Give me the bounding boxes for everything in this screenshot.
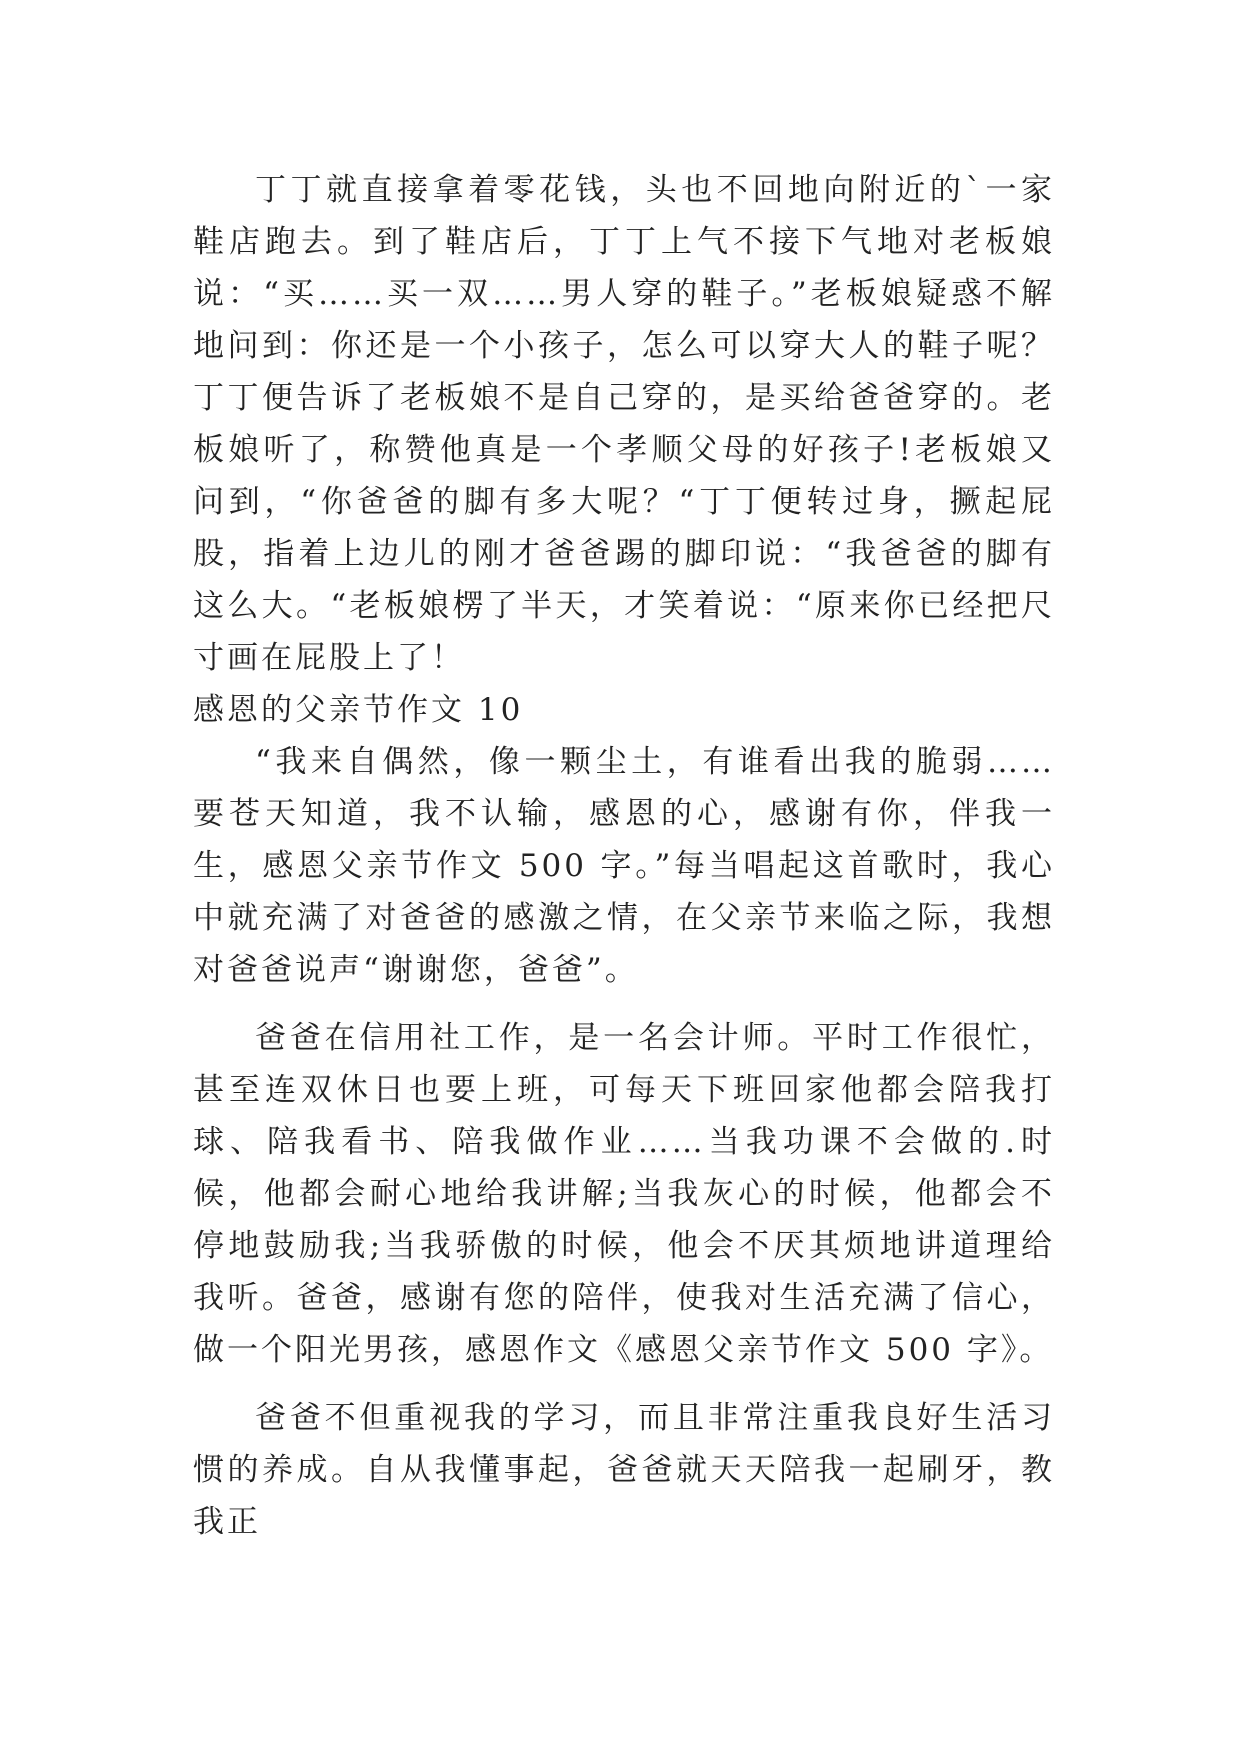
song-quote-paragraph: “我来自偶然，像一颗尘土，有谁看出我的脆弱……要苍天知道，我不认输，感恩的心，感谢有你，伴我一生，感恩父亲节作文 500 字。”每当唱起这首歌时，我心中就充满了对爸爸的感激之情，在父亲节来临之际，我想对爸爸说声“谢谢您，爸爸”。 — [193, 744, 1055, 988]
section-heading: 感恩的父亲节作文 10 — [193, 692, 524, 728]
document-body — [193, 164, 1055, 1548]
father-work-paragraph: 爸爸在信用社工作，是一名会计师。平时工作很忙，甚至连双休日也要上班，可每天下班回家他都会陪我打球、陪我看书、陪我做作业……当我功课不会做的.时候，他都会耐心地给我讲解;当我灰心的时候，他都会不停地鼓励我;当我骄傲的时候，他会不厌其烦地讲道理给我听。爸爸，感谢有您的陪伴，使我对生活充满了信心，做一个阳光男孩，感恩作文《感恩父亲节作文 500 字》。 — [193, 1020, 1055, 1368]
habits-paragraph: 爸爸不但重视我的学习，而且非常注重我良好生活习惯的养成。自从我懂事起，爸爸就天天陪我一起刷牙，教我正 — [193, 1400, 1055, 1540]
story-paragraph: 丁丁就直接拿着零花钱，头也不回地向附近的`一家鞋店跑去。到了鞋店后，丁丁上气不接下气地对老板娘说：“买……买一双……男人穿的鞋子。”老板娘疑惑不解地问到：你还是一个小孩子，怎么可以穿大人的鞋子呢？丁丁便告诉了老板娘不是自己穿的，是买给爸爸穿的。老板娘听了，称赞他真是一个孝顺父母的好孩子!老板娘又问到，“你爸爸的脚有多大呢？“丁丁便转过身，撅起屁股，指着上边儿的刚才爸爸踢的脚印说：“我爸爸的脚有这么大。“老板娘楞了半天，才笑着说：“原来你已经把尺寸画在屁股上了！ — [193, 172, 1055, 676]
